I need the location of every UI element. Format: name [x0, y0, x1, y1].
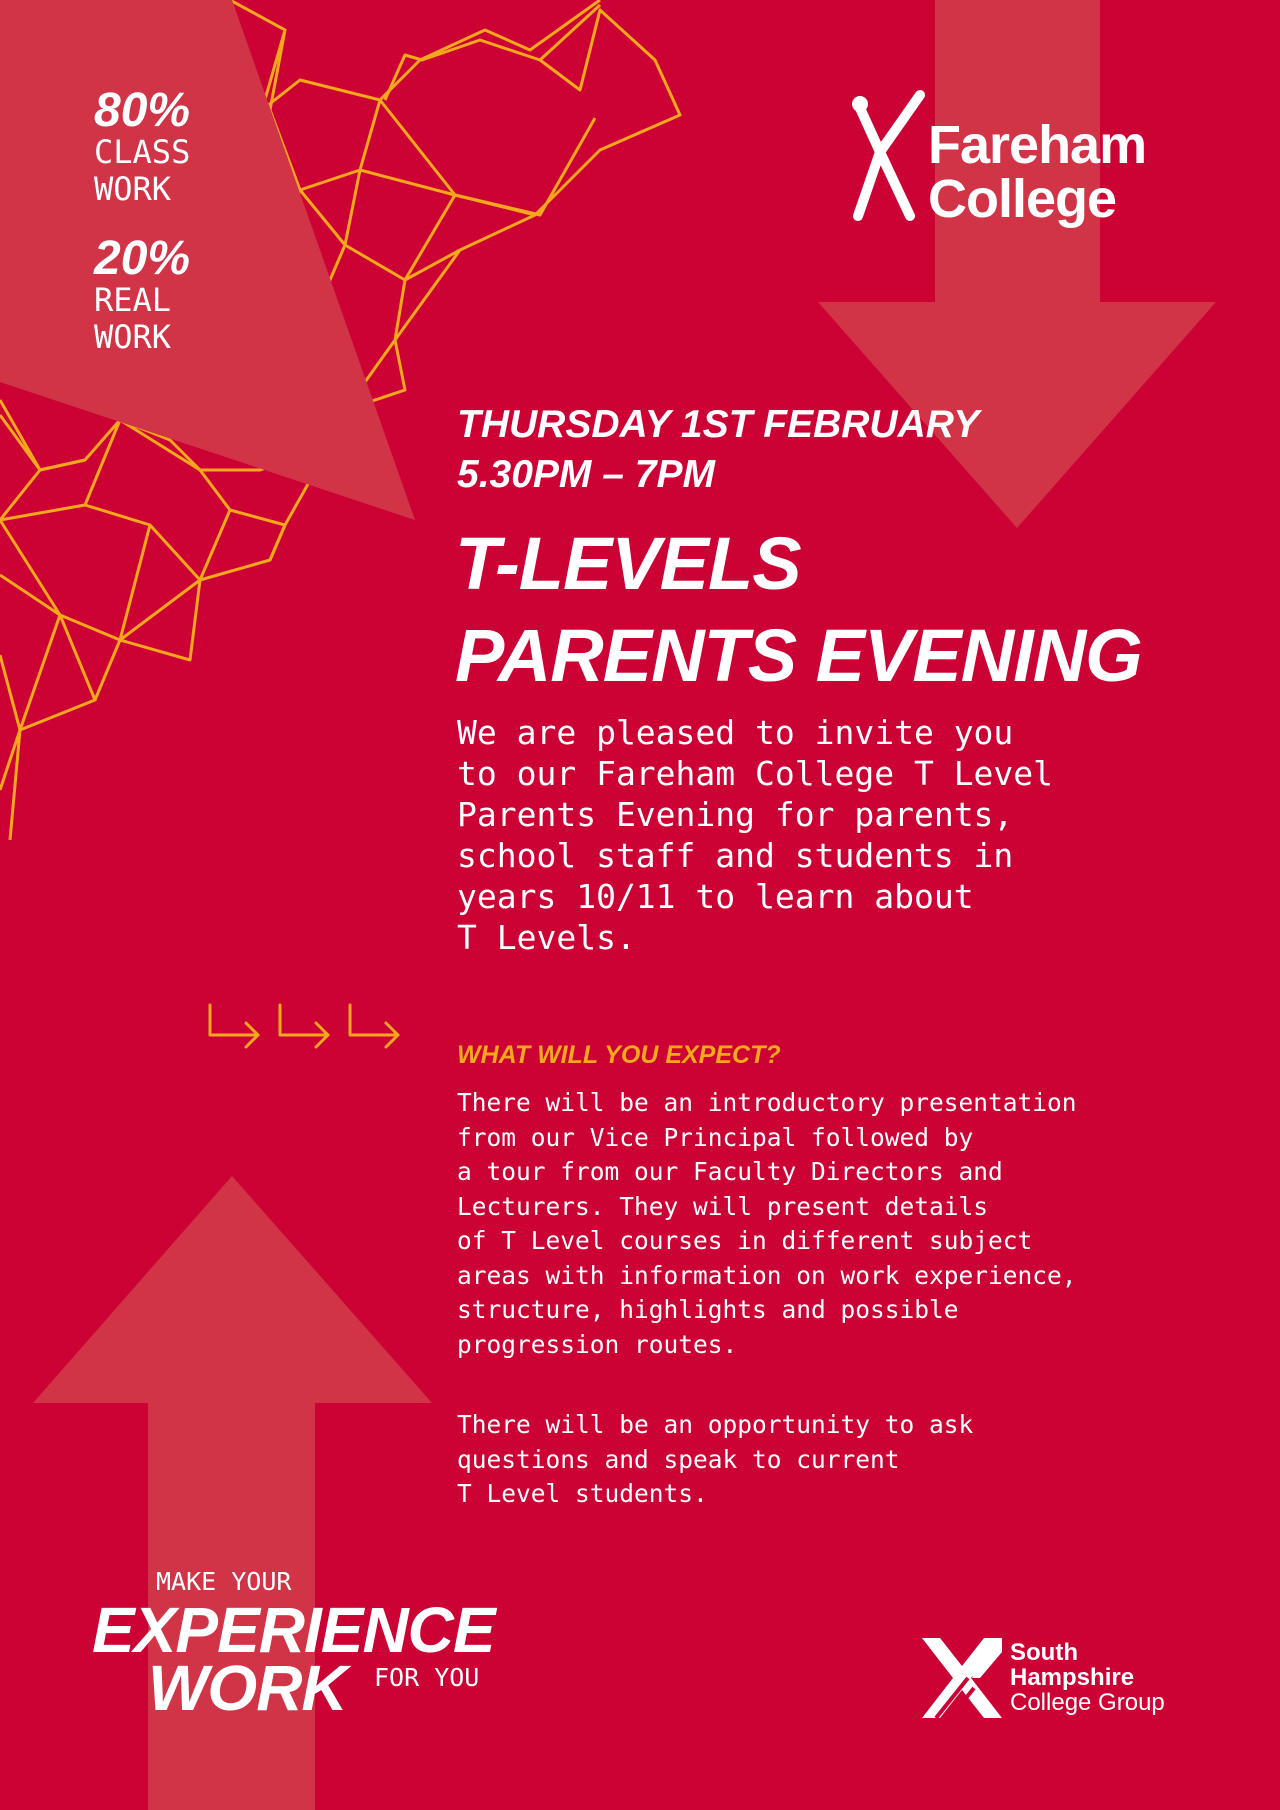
- paragraph-line: from our Vice Principal followed by: [457, 1122, 974, 1152]
- paragraph-line: areas with information on work experience,: [457, 1260, 1077, 1290]
- fareham-college-logo: [850, 90, 1190, 240]
- intro-line: to our Fareham College T Level: [457, 754, 1054, 793]
- shcg-line2: Hampshire: [1010, 1664, 1135, 1691]
- stat-label-line: REAL: [94, 281, 172, 319]
- paragraph-line: T Level students.: [457, 1479, 708, 1508]
- shcg-line1: South: [1010, 1639, 1078, 1666]
- tagline-make-your: MAKE YOUR: [156, 1567, 292, 1596]
- intro-paragraph: [457, 712, 1177, 958]
- college-name: [928, 115, 1147, 229]
- event-datetime: [457, 400, 979, 500]
- shcg-line3: College Group: [1010, 1689, 1165, 1716]
- intro-line: years 10/11 to learn about: [457, 877, 974, 916]
- arrow-right-corner-icon: [280, 1005, 328, 1047]
- stat-label-line: CLASS: [94, 133, 191, 171]
- intro-line: Parents Evening for parents,: [457, 795, 1014, 834]
- shcg-name: [1010, 1640, 1165, 1715]
- paragraph-line: structure, highlights and possible: [457, 1295, 959, 1324]
- tagline-experience: EXPERIENCE: [92, 1594, 495, 1666]
- shcg-x-icon: [922, 1638, 1002, 1718]
- tagline: [92, 1568, 532, 1728]
- stats-triangle-shape: [0, 0, 415, 520]
- expect-heading: WHAT WILL YOU EXPECT?: [457, 1041, 781, 1069]
- arrows-row: [206, 1003, 406, 1069]
- paragraph-line: a tour from our Faculty Directors and: [457, 1157, 1003, 1186]
- paragraph-line: questions and speak to current: [457, 1444, 900, 1474]
- stat-real-work: [94, 232, 191, 356]
- paragraph-line: There will be an introductory presentation: [457, 1088, 1077, 1117]
- tagline-for-you: FOR YOU: [374, 1663, 480, 1692]
- stats-block: [94, 84, 191, 384]
- event-time: 5.30PM – 7PM: [457, 453, 715, 496]
- intro-line: school staff and students in: [457, 836, 1014, 875]
- college-name-line2: College: [928, 169, 1117, 229]
- paragraph-line: There will be an opportunity to ask: [457, 1410, 974, 1439]
- stat-label-line: WORK: [94, 170, 172, 208]
- stat-class-work: [94, 84, 191, 208]
- tagline-work: WORK: [148, 1652, 347, 1724]
- intro-line: T Levels.: [457, 918, 636, 957]
- title-line-1: T-LEVELS: [455, 522, 801, 605]
- paragraph-line: of T Level courses in different subject: [457, 1226, 1033, 1255]
- stat-value: 20%: [94, 232, 191, 285]
- intro-line: We are pleased to invite you: [457, 713, 1014, 752]
- stat-label-line: WORK: [94, 318, 172, 356]
- arrow-right-corner-icon: [350, 1005, 398, 1047]
- expect-paragraph-1: [457, 1086, 1217, 1362]
- title-line-2: PARENTS EVENING: [455, 614, 1142, 697]
- shcg-logo: [920, 1634, 1200, 1724]
- arrow-right-corner-icon: [210, 1005, 258, 1047]
- stat-value: 80%: [94, 84, 191, 137]
- college-name-line1: Fareham: [928, 115, 1147, 175]
- page-title: [455, 518, 1142, 702]
- event-date: THURSDAY 1ST FEBRUARY: [457, 403, 980, 446]
- paragraph-line: progression routes.: [457, 1329, 738, 1359]
- paragraph-line: Lecturers. They will present details: [457, 1191, 989, 1221]
- expect-paragraph-2: [457, 1408, 1217, 1512]
- figure-x-icon: [850, 90, 930, 230]
